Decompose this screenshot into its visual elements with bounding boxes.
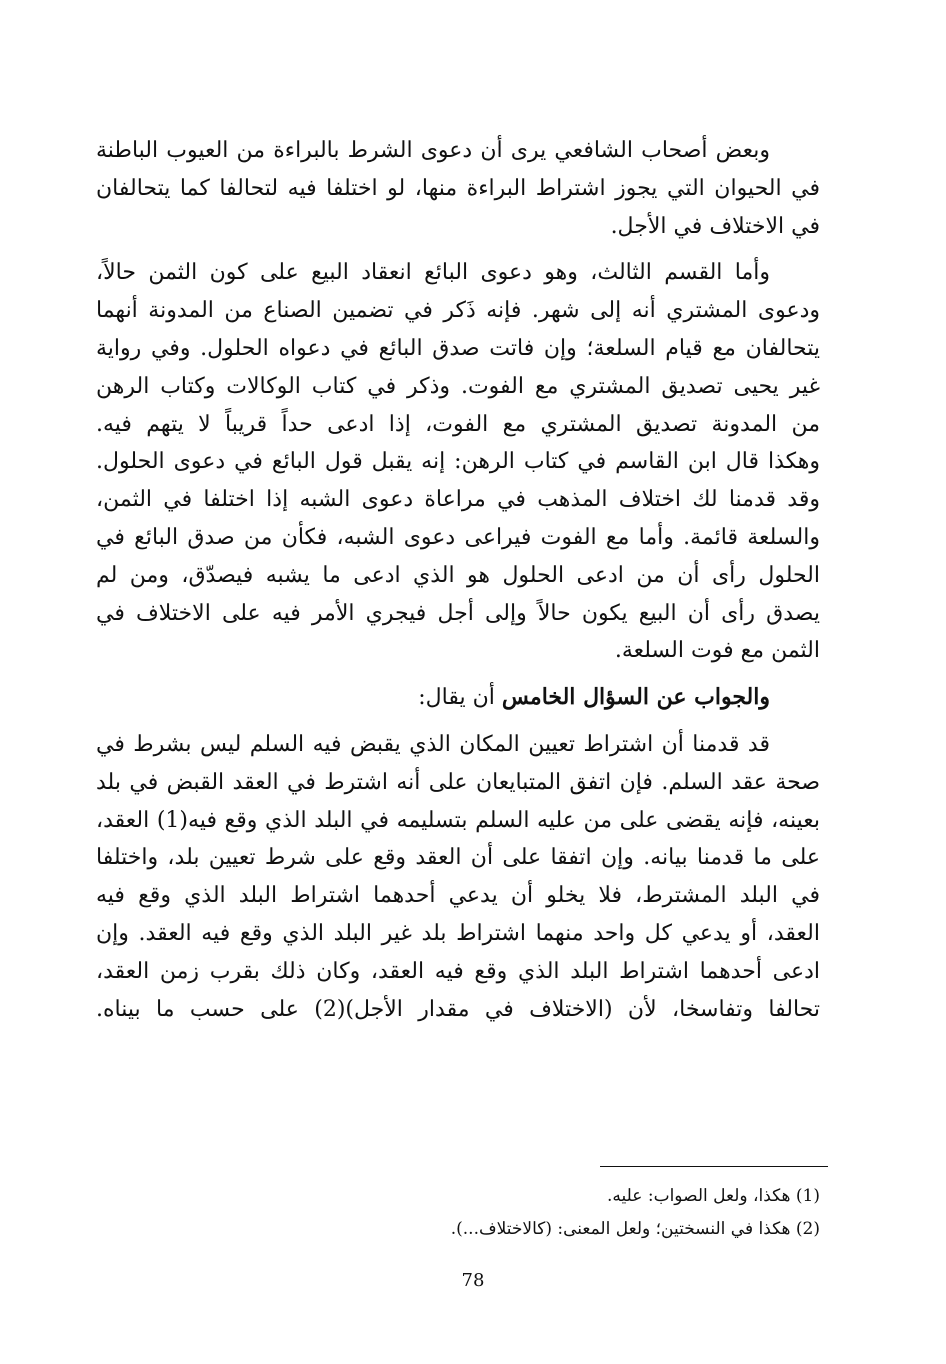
text-line: ادعى أحدهما اشتراط البلد الذي وقع فيه العقد، وكان ذلك بقرب زمن العقد، (96, 958, 820, 984)
footnote: (1) هكذا، ولعل الصواب: عليه. (607, 1186, 820, 1206)
text-line: الثمن مع فوت السلعة. (614, 638, 820, 664)
page-number: 78 (461, 1270, 485, 1291)
text-line: العقد، أو يدعي كل واحد منهما اشتراط بلد غير البلد الذي وقع فيه العقد. وإن (96, 920, 820, 946)
heading-text: أن يقال: (418, 685, 502, 711)
text-line: غير يحيى تصديق المشتري مع الفوت. وذكر في كتاب الوكالات وكتاب الرهن (96, 373, 820, 399)
text-line: وأما القسم الثالث، وهو دعوى البائع انعقاد البيع على كون الثمن حالاً، (96, 260, 770, 286)
footnote-separator (600, 1166, 828, 1167)
text-line: وقد قدمنا لك اختلاف المذهب في مراعاة دعوى الشبه إذا اختلفا في الثمن، (96, 487, 820, 513)
text-line: تحالفا وتفاسخا، لأن (الاختلاف في مقدار الأجل)(2) على حسب ما بيناه. (96, 996, 820, 1022)
text-line: من المدونة تصديق المشتري مع الفوت، إذا ادعى حداً قريباً لا يتهم فيه. (96, 411, 820, 437)
footnote: (2) هكذا في النسختين؛ ولعل المعنى: (كالاختلاف...). (450, 1219, 820, 1239)
text-line: صحة عقد السلم. فإن اتفق المتبايعان على أنه اشترط في العقد القبض في بلد (96, 769, 820, 795)
footnotes (96, 1180, 820, 1246)
text-line: في البلد المشترط، فلا يخلو أن يدعي أحدهما اشتراط البلد الذي وقع فيه (96, 883, 820, 909)
text-line: وبعض أصحاب الشافعي يرى أن دعوى الشرط بالبراءة من العيوب الباطنة (96, 138, 770, 163)
text-line: في الاختلاف في الأجل. (610, 213, 820, 239)
text-line: على ما قدمنا بيانه. وإن اتفقا على أن العقد وقع على شرط تعيين بلد، واختلفا (96, 845, 820, 871)
text-line: يتحالفان مع قيام السلعة؛ وإن فاتت صدق البائع في دعواه الحلول. وفي رواية (96, 335, 820, 361)
heading-bold-text: والجواب عن السؤال الخامس (501, 684, 770, 711)
text-line: وهكذا قال ابن القاسم في كتاب الرهن: إنه يقبل قول البائع في دعوى الحلول. (96, 449, 820, 475)
main-text (96, 132, 820, 1028)
text-line: قد قدمنا أن اشتراط تعيين المكان الذي يقبض فيه السلم ليس بشرط في (96, 731, 770, 757)
text-line: ودعوى المشتري أنه إلى شهر. فإنه ذَكر في تضمين الصناع من المدونة أنهما (96, 298, 820, 324)
text-line: يصدق رأى أن البيع يكون حالاً وإلى أجل فيجري الأمر فيه على الاختلاف في (96, 600, 820, 626)
text-line: في الحيوان التي يجوز اشتراط البراءة منها، لو اختلفا فيه لتحالفا كما يتحالفان (96, 175, 820, 201)
section-heading (96, 679, 820, 717)
text-line: الحلول رأى أن من ادعى الحلول هو الذي ادعى ما يشبه فيصدّق، ومن لم (96, 562, 820, 588)
text-line: بعينه، فإنه يقضى على من عليه السلم بتسليمه في البلد الذي وقع فيه(1) العقد، (96, 807, 820, 833)
text-line: والسلعة قائمة. وأما مع الفوت فيراعى دعوى الشبه، فكأن من صدق البائع في (96, 524, 820, 550)
